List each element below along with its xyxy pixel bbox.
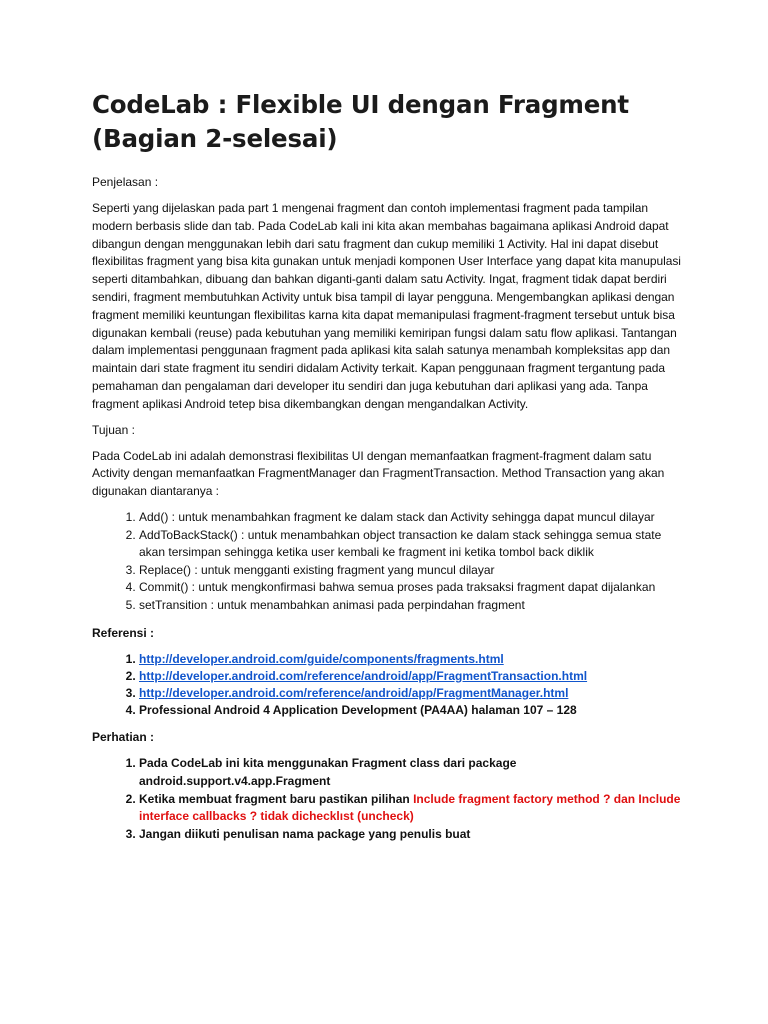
reference-link-fragments[interactable]: http://developer.android.com/guide/components/fragments.html <box>139 651 504 666</box>
list-item <box>139 791 682 826</box>
reference-book: 4. Professional Android 4 Application Development (PA4AA) halaman 107 – 128 <box>139 702 682 719</box>
perhatian-heading: Perhatian : <box>92 730 155 745</box>
tujuan-heading: Tujuan : <box>92 422 135 437</box>
list-item <box>139 668 682 685</box>
list-item: 5. setTransition : untuk menambahkan animasi pada perpindahan fragment <box>139 597 682 615</box>
list-item: 1. Pada CodeLab ini kita menggunakan Fragment class dari package android.support.v4.app.Fragment <box>139 755 682 790</box>
penjelasan-heading: Penjelasan : <box>92 175 159 189</box>
penjelasan-body: Seperti yang dijelaskan pada part 1 mengenai fragment dan contoh implementasi fragment pada tampilan modern berbasis slide dan tab. Pada CodeLab kali ini kita akan membahas bagaimana aplikasi Android dapat dibangun dengan menggunakan lebih dari satu fragment dan cukup memiliki 1 Activity. Hal ini dapat disebut flexibilitas fragment yang bisa kita gunakan untuk menjadi komponen User Interface yang dapat kita manupulasi seperti ditambahkan, dibuang dan bahkan diganti-ganti dalam satu Activity. Ingat, fragment tidak dapat berdiri sendiri, fragment membutuhkan Activity untuk bisa tampil di layar pengguna. Mengembangkan aplikasi dengan fragment memiliki keuntungan flexibilitas karna kita dapat memanipulasi fragment-fragment tersebut untuk bisa digunakan kembali (reuse) pada kebutuhan yang memiliki kemiripan fungsi dalam satu flow aplikasi. Tantangan dalam implementasi penggunaan fragment pada aplikasi kita salah satunya menambah kompleksitas app dan maintain dari state fragment itu sendiri didalam Activity terkait. Kapan penggunaan fragment tergantung pada pemahaman dan pengalaman dari developer itu sendiri dan juga kebutuhan dari aplikasi yang ada. Tanpa fragment aplikasi Android tetep bisa dikembangkan dengan mengandalkan Activity. <box>92 201 681 411</box>
list-item: 1. Add() : untuk menambahkan fragment ke dalam stack dan Activity sehingga dapat muncul dilayar <box>139 509 682 527</box>
document-title: CodeLab : Flexible UI dengan Fragment (Bagian 2-selesai) <box>92 90 629 153</box>
document-page <box>92 88 682 853</box>
list-item: 2. AddToBackStack() : untuk menambahkan object transaction ke dalam stack sehingga semua state akan tersimpan sehingga ketika user kembali ke fragment ini ketika tombol back diklik <box>139 527 682 562</box>
referensi-list <box>92 651 682 720</box>
tujuan-body: Pada CodeLab ini adalah demonstrasi flexibilitas UI dengan memanfaatkan fragment-fragment dalam satu Activity dengan memanfaatkan FragmentManager dan FragmentTransaction. Method Transaction yang akan digunakan diantaranya : <box>92 448 665 499</box>
list-item <box>139 651 682 668</box>
note-text: Ketika membuat fragment baru pastikan pilihan <box>139 791 414 806</box>
list-item: 3. Jangan diikuti penulisan nama package yang penulis buat <box>139 826 682 844</box>
list-item: 3. Replace() : untuk mengganti existing fragment yang muncul dilayar <box>139 562 682 580</box>
list-item: 4. Commit() : untuk mengkonfirmasi bahwa semua proses pada traksaksi fragment dapat dijalankan <box>139 579 682 597</box>
tujuan-method-list <box>92 509 682 615</box>
referensi-heading: Referensi : <box>92 625 155 640</box>
reference-link-fragment-transaction[interactable]: http://developer.android.com/reference/android/app/FragmentTransaction.html <box>139 668 588 683</box>
warning-text: Include fragment factory method ? dan Include interface callbacks ? tidak dichecklıst (uncheck) <box>139 791 681 824</box>
reference-link-fragment-manager[interactable]: http://developer.android.com/reference/android/app/FragmentManager.html <box>139 685 569 700</box>
list-item <box>139 685 682 702</box>
perhatian-list <box>92 755 682 843</box>
